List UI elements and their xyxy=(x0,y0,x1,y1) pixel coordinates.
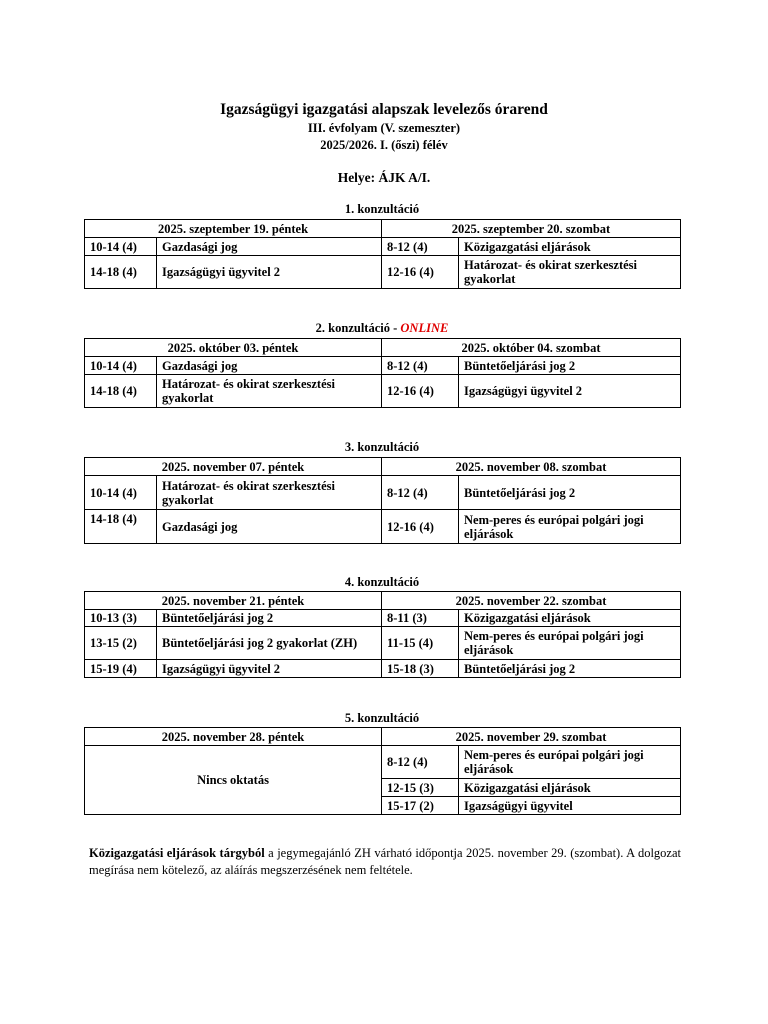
subject-cell: Büntetőeljárási jog 2 xyxy=(459,357,681,375)
subject-cell: Nem-peres és európai polgári jogi eljárások xyxy=(459,746,681,779)
consultation-5-table xyxy=(84,727,681,815)
online-badge: ONLINE xyxy=(400,321,449,335)
subject-cell: Határozat- és okirat szerkesztési gyakorlat xyxy=(157,476,382,510)
time-cell: 10-14 (4) xyxy=(85,357,157,375)
page-title: Igazságügyi igazgatási alapszak levelezős órarend xyxy=(220,101,548,118)
time-cell: 14-18 (4) xyxy=(85,375,157,408)
consultation-1-table xyxy=(84,219,681,289)
footnote xyxy=(89,845,681,879)
subject-cell: Gazdasági jog xyxy=(157,510,382,544)
time-cell: 15-17 (2) xyxy=(382,797,459,815)
time-cell: 12-15 (3) xyxy=(382,779,459,797)
time-cell: 15-19 (4) xyxy=(85,660,157,678)
subject-cell: Igazságügyi ügyvitel 2 xyxy=(459,375,681,408)
time-cell: 14-18 (4) xyxy=(85,256,157,289)
day-header: 2025. november 07. péntek xyxy=(85,458,382,476)
consultation-1-title: 1. konzultáció xyxy=(344,202,420,216)
time-cell: 8-11 (3) xyxy=(382,610,459,627)
subject-cell: Határozat- és okirat szerkesztési gyakorlat xyxy=(157,375,382,408)
subject-cell: Közigazgatási eljárások xyxy=(459,238,681,256)
time-cell: 12-16 (4) xyxy=(382,375,459,408)
subject-cell: Igazságügyi ügyvitel 2 xyxy=(157,660,382,678)
subject-cell: Nem-peres és európai polgári jogi eljárások xyxy=(459,627,681,660)
subject-cell: Büntetőeljárási jog 2 gyakorlat (ZH) xyxy=(157,627,382,660)
semester-subtitle: 2025/2026. I. (őszi) félév xyxy=(320,138,448,152)
time-cell: 12-16 (4) xyxy=(382,510,459,544)
consultation-2-table xyxy=(84,338,681,408)
subject-cell: Határozat- és okirat szerkesztési gyakorlat xyxy=(459,256,681,289)
subject-cell: Büntetőeljárási jog 2 xyxy=(459,476,681,510)
subject-cell: Igazságügyi ügyvitel xyxy=(459,797,681,815)
time-cell: 10-14 (4) xyxy=(85,476,157,510)
day-header: 2025. november 29. szombat xyxy=(382,728,681,746)
subject-cell: Közigazgatási eljárások xyxy=(459,610,681,627)
day-header: 2025. november 08. szombat xyxy=(382,458,681,476)
time-cell: 8-12 (4) xyxy=(382,476,459,510)
consultation-4-table xyxy=(84,591,681,678)
time-cell: 14-18 (4) xyxy=(85,510,157,544)
consultation-4-title: 4. konzultáció xyxy=(344,575,420,589)
day-header: 2025. november 21. péntek xyxy=(85,592,382,610)
subject-cell: Gazdasági jog xyxy=(157,357,382,375)
consultation-3-title: 3. konzultáció xyxy=(344,440,420,454)
time-cell: 11-15 (4) xyxy=(382,627,459,660)
subject-cell: Közigazgatási eljárások xyxy=(459,779,681,797)
time-cell: 8-12 (4) xyxy=(382,746,459,779)
year-subtitle: III. évfolyam (V. szemeszter) xyxy=(307,121,461,135)
subject-cell: Büntetőeljárási jog 2 xyxy=(459,660,681,678)
consultation-2-title: 2. konzultáció - ONLINE xyxy=(315,321,449,335)
footnote-text: a jegymegajánló ZH várható időpontja 2025. november 29. (szombat). A dolgozat megírása nem kötelező, az aláírás megszerzésének nem feltétele. xyxy=(89,846,681,877)
location-label: Helye: ÁJK A/I. xyxy=(337,170,431,185)
time-cell: 8-12 (4) xyxy=(382,238,459,256)
day-header: 2025. szeptember 20. szombat xyxy=(382,220,681,238)
time-cell: 15-18 (3) xyxy=(382,660,459,678)
time-cell: 10-13 (3) xyxy=(85,610,157,627)
subject-cell: Gazdasági jog xyxy=(157,238,382,256)
time-cell: 10-14 (4) xyxy=(85,238,157,256)
day-header: 2025. november 22. szombat xyxy=(382,592,681,610)
day-header: 2025. november 28. péntek xyxy=(85,728,382,746)
consultation-3-table xyxy=(84,457,681,544)
time-cell: 12-16 (4) xyxy=(382,256,459,289)
subject-cell: Nem-peres és európai polgári jogi eljárások xyxy=(459,510,681,544)
time-cell: 13-15 (2) xyxy=(85,627,157,660)
consultation-5-title: 5. konzultáció xyxy=(344,711,420,725)
no-class-cell: Nincs oktatás xyxy=(85,746,382,815)
subject-cell: Igazságügyi ügyvitel 2 xyxy=(157,256,382,289)
time-cell: 8-12 (4) xyxy=(382,357,459,375)
day-header: 2025. szeptember 19. péntek xyxy=(85,220,382,238)
subject-cell: Büntetőeljárási jog 2 xyxy=(157,610,382,627)
day-header: 2025. október 04. szombat xyxy=(382,339,681,357)
footnote-bold: Közigazgatási eljárások tárgyból xyxy=(89,846,265,860)
day-header: 2025. október 03. péntek xyxy=(85,339,382,357)
